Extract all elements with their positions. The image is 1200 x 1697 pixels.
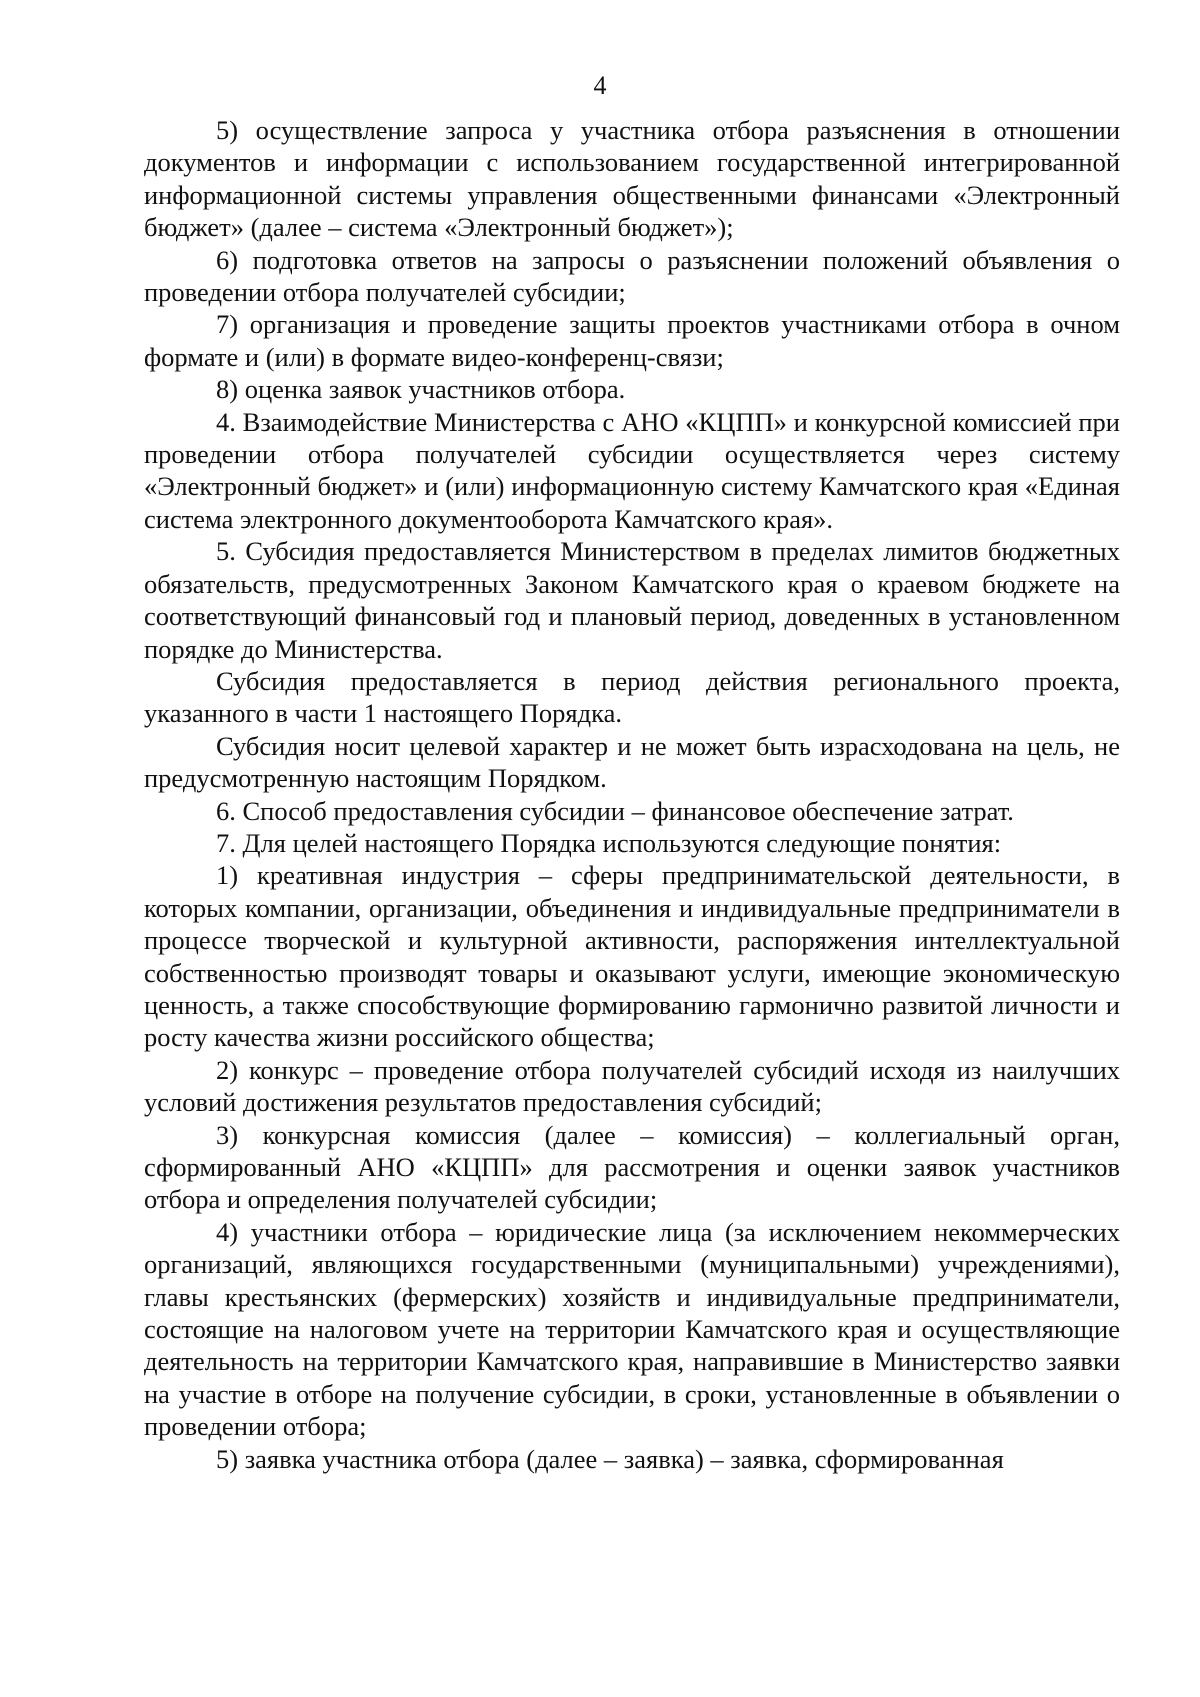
paragraph: 7) организация и проведение защиты проектов участниками отбора в очном формате и (или) в формате видео-конференц-связи; [144,309,1120,372]
paragraph: 5) осуществление запроса у участника отбора разъяснения в отношении документов и информации с использованием государственной интегрированной информационной системы управления общественными финансами «Электронный бюджет» (далее – система «Электронный бюджет»); [144,115,1120,243]
paragraph: Субсидия предоставляется в период действия регионального проекта, указанного в части 1 настоящего Порядка. [144,665,1120,729]
paragraph: 7. Для целей настоящего Порядка используются следующие понятия: [216,827,1002,858]
paragraph: 5. Субсидия предоставляется Министерством в пределах лимитов бюджетных обязательств, предусмотренных Законом Камчатского края о краевом бюджете на соответствующий финансовый год и плановый период, доведенных в установленном порядке до Министерства. [144,536,1120,664]
paragraph: 6. Способ предоставления субсидии – финансовое обеспечение затрат. [216,795,1014,826]
page-number: 4 [593,71,607,100]
paragraph: 6) подготовка ответов на запросы о разъяснении положений объявления о проведении отбора получателей субсидии; [144,244,1120,308]
paragraph: 5) заявка участника отбора (далее – заявка) – заявка, сформированная [216,1443,1004,1474]
paragraph: 1) креативная индустрия – сферы предпринимательской деятельности, в которых компании, организации, объединения и индивидуальные предприниматели в процессе творческой и культурной активности, распоряжения интеллектуальной собственностью производят товары и оказывают услуги, имеющие экономическую ценность, а также способствующие формированию гармонично развитой личности и росту качества жизни российского общества; [144,860,1120,1053]
paragraph: 4) участники отбора – юридические лица (за исключением некоммерческих организаций, являющихся государственными (муниципальными) учреждениями), главы крестьянских (фермерских) хозяйств и индивидуальные предприниматели, состоящие на налоговом учете на территории Камчатского края и осуществляющие деятельность на территории Камчатского края, направившие в Министерство заявки на участие в отборе на получение субсидии, в сроки, установленные в объявлении о проведении отбора; [144,1216,1120,1442]
document-body [144,114,1120,1475]
paragraph: 4. Взаимодействие Министерства с АНО «КЦПП» и конкурсной комиссией при проведении отбора получателей субсидии осуществляется через систему «Электронный бюджет» и (или) информационную систему Камчатского края «Единая система электронного документооборота Камчатского края». [144,406,1120,534]
paragraph: Субсидия носит целевой характер и не может быть израсходована на цель, не предусмотренную настоящим Порядком. [144,730,1120,794]
paragraph: 8) оценка заявок участников отбора. [216,374,626,405]
paragraph: 2) конкурс – проведение отбора получателей субсидий исходя из наилучших условий достижения результатов предоставления субсидий; [144,1054,1120,1118]
paragraph: 3) конкурсная комиссия (далее – комиссия) – коллегиальный орган, сформированный АНО «КЦПП» для рассмотрения и оценки заявок участников отбора и определения получателей субсидии; [144,1119,1120,1215]
